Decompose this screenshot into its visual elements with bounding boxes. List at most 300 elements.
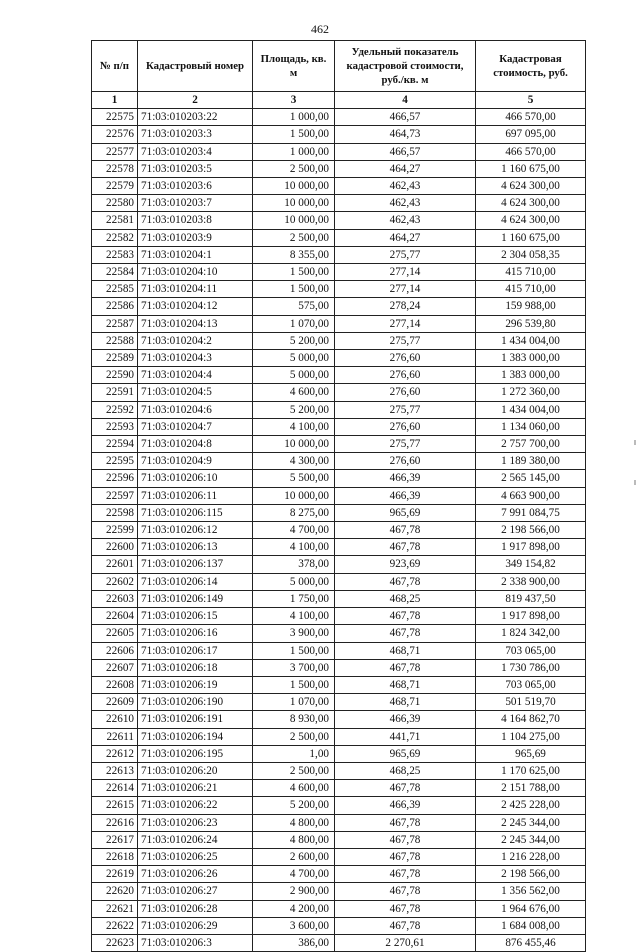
specific-value-cell: 468,71 <box>335 676 476 693</box>
row-number-cell: 22598 <box>92 504 138 521</box>
table-row <box>92 642 586 659</box>
cadastral-number-cell: 71:03:010204:4 <box>138 367 253 384</box>
cadastral-value-cell: 1 170 625,00 <box>476 762 586 779</box>
table-row <box>92 608 586 625</box>
specific-value-cell: 2 270,61 <box>335 934 476 951</box>
area-cell: 5 200,00 <box>253 401 335 418</box>
cadastral-value-cell: 1 917 898,00 <box>476 608 586 625</box>
row-number-cell: 22607 <box>92 659 138 676</box>
area-cell: 1 000,00 <box>253 143 335 160</box>
area-cell: 1 000,00 <box>253 109 335 126</box>
cadastral-value-cell: 2 245 344,00 <box>476 831 586 848</box>
row-number-cell: 22620 <box>92 883 138 900</box>
cadastral-number-cell: 71:03:010204:8 <box>138 436 253 453</box>
specific-value-cell: 466,39 <box>335 487 476 504</box>
row-number-cell: 22595 <box>92 453 138 470</box>
cadastral-value-cell: 2 565 145,00 <box>476 470 586 487</box>
cadastral-value-cell: 1 356 562,00 <box>476 883 586 900</box>
cadastral-number-cell: 71:03:010206:20 <box>138 762 253 779</box>
specific-value-cell: 467,78 <box>335 883 476 900</box>
cadastral-value-cell: 819 437,50 <box>476 590 586 607</box>
column-number: 2 <box>138 92 253 109</box>
cadastral-value-cell: 296 539,80 <box>476 315 586 332</box>
cadastral-value-cell: 876 455,46 <box>476 934 586 951</box>
area-cell: 4 600,00 <box>253 384 335 401</box>
row-number-cell: 22586 <box>92 298 138 315</box>
row-number-cell: 22609 <box>92 694 138 711</box>
scan-mark <box>634 440 636 445</box>
specific-value-cell: 276,60 <box>335 453 476 470</box>
specific-value-cell: 462,43 <box>335 212 476 229</box>
row-number-cell: 22584 <box>92 264 138 281</box>
cadastral-number-cell: 71:03:010206:14 <box>138 573 253 590</box>
table-row <box>92 780 586 797</box>
area-cell: 4 100,00 <box>253 608 335 625</box>
table-row <box>92 900 586 917</box>
table-row <box>92 126 586 143</box>
row-number-cell: 22604 <box>92 608 138 625</box>
table-row <box>92 332 586 349</box>
table-row <box>92 350 586 367</box>
area-cell: 1 070,00 <box>253 694 335 711</box>
area-cell: 4 800,00 <box>253 831 335 848</box>
row-number-cell: 22587 <box>92 315 138 332</box>
cadastral-value-cell: 1 383 000,00 <box>476 367 586 384</box>
cadastral-number-cell: 71:03:010204:11 <box>138 281 253 298</box>
area-cell: 386,00 <box>253 934 335 951</box>
table-row <box>92 625 586 642</box>
cadastral-value-cell: 4 624 300,00 <box>476 212 586 229</box>
header-cadastral-value: Кадастровая стоимость, руб. <box>476 41 586 92</box>
column-number: 5 <box>476 92 586 109</box>
specific-value-cell: 468,25 <box>335 590 476 607</box>
cadastral-value-cell: 466 570,00 <box>476 109 586 126</box>
cadastral-number-cell: 71:03:010206:195 <box>138 745 253 762</box>
table-body <box>92 109 586 952</box>
specific-value-cell: 467,78 <box>335 831 476 848</box>
cadastral-number-cell: 71:03:010204:6 <box>138 401 253 418</box>
table-row <box>92 917 586 934</box>
table-row <box>92 212 586 229</box>
cadastral-number-cell: 71:03:010204:10 <box>138 264 253 281</box>
table-row <box>92 934 586 951</box>
area-cell: 1 500,00 <box>253 642 335 659</box>
area-cell: 1,00 <box>253 745 335 762</box>
specific-value-cell: 467,78 <box>335 848 476 865</box>
row-number-cell: 22617 <box>92 831 138 848</box>
row-number-cell: 22616 <box>92 814 138 831</box>
table-row <box>92 573 586 590</box>
row-number-cell: 22600 <box>92 539 138 556</box>
row-number-cell: 22582 <box>92 229 138 246</box>
cadastral-value-cell: 1 684 008,00 <box>476 917 586 934</box>
row-number-cell: 22577 <box>92 143 138 160</box>
table-row <box>92 590 586 607</box>
area-cell: 5 000,00 <box>253 350 335 367</box>
specific-value-cell: 462,43 <box>335 195 476 212</box>
specific-value-cell: 462,43 <box>335 178 476 195</box>
specific-value-cell: 468,71 <box>335 694 476 711</box>
row-number-cell: 22621 <box>92 900 138 917</box>
cadastral-value-cell: 697 095,00 <box>476 126 586 143</box>
area-cell: 4 700,00 <box>253 522 335 539</box>
cadastral-number-cell: 71:03:010204:5 <box>138 384 253 401</box>
column-number: 1 <box>92 92 138 109</box>
cadastral-value-cell: 159 988,00 <box>476 298 586 315</box>
specific-value-cell: 276,60 <box>335 350 476 367</box>
cadastral-value-cell: 2 245 344,00 <box>476 814 586 831</box>
table-row <box>92 711 586 728</box>
cadastral-number-cell: 71:03:010206:19 <box>138 676 253 693</box>
specific-value-cell: 467,78 <box>335 522 476 539</box>
table-row <box>92 160 586 177</box>
area-cell: 1 070,00 <box>253 315 335 332</box>
page-number: 462 <box>311 22 329 36</box>
area-cell: 3 900,00 <box>253 625 335 642</box>
cadastral-number-cell: 71:03:010204:3 <box>138 350 253 367</box>
cadastral-number-cell: 71:03:010206:21 <box>138 780 253 797</box>
specific-value-cell: 275,77 <box>335 332 476 349</box>
cadastral-value-cell: 4 624 300,00 <box>476 195 586 212</box>
row-number-cell: 22602 <box>92 573 138 590</box>
specific-value-cell: 467,78 <box>335 917 476 934</box>
table-row <box>92 384 586 401</box>
cadastral-value-cell: 2 338 900,00 <box>476 573 586 590</box>
specific-value-cell: 466,57 <box>335 143 476 160</box>
cadastral-number-cell: 71:03:010203:9 <box>138 229 253 246</box>
cadastral-number-cell: 71:03:010206:24 <box>138 831 253 848</box>
row-number-cell: 22590 <box>92 367 138 384</box>
area-cell: 2 900,00 <box>253 883 335 900</box>
row-number-cell: 22603 <box>92 590 138 607</box>
cadastral-value-cell: 2 304 058,35 <box>476 246 586 263</box>
specific-value-cell: 466,57 <box>335 109 476 126</box>
row-number-cell: 22611 <box>92 728 138 745</box>
area-cell: 3 700,00 <box>253 659 335 676</box>
cadastral-value-cell: 1 160 675,00 <box>476 229 586 246</box>
row-number-cell: 22591 <box>92 384 138 401</box>
row-number-cell: 22583 <box>92 246 138 263</box>
cadastral-number-cell: 71:03:010206:13 <box>138 539 253 556</box>
table-row <box>92 659 586 676</box>
specific-value-cell: 467,78 <box>335 573 476 590</box>
cadastral-number-cell: 71:03:010204:13 <box>138 315 253 332</box>
table-row <box>92 143 586 160</box>
specific-value-cell: 277,14 <box>335 315 476 332</box>
specific-value-cell: 466,39 <box>335 797 476 814</box>
table-row <box>92 504 586 521</box>
cadastral-number-cell: 71:03:010204:9 <box>138 453 253 470</box>
area-cell: 10 000,00 <box>253 436 335 453</box>
specific-value-cell: 965,69 <box>335 504 476 521</box>
cadastral-number-cell: 71:03:010206:16 <box>138 625 253 642</box>
row-number-cell: 22593 <box>92 418 138 435</box>
table-row <box>92 418 586 435</box>
table-row <box>92 797 586 814</box>
cadastral-number-cell: 71:03:010206:29 <box>138 917 253 934</box>
cadastral-value-cell: 4 663 900,00 <box>476 487 586 504</box>
column-number: 4 <box>335 92 476 109</box>
cadastral-number-cell: 71:03:010203:6 <box>138 178 253 195</box>
cadastral-value-cell: 2 757 700,00 <box>476 436 586 453</box>
cadastral-number-cell: 71:03:010206:3 <box>138 934 253 951</box>
area-cell: 2 500,00 <box>253 229 335 246</box>
area-cell: 1 500,00 <box>253 281 335 298</box>
table-row <box>92 195 586 212</box>
cadastral-value-cell: 4 624 300,00 <box>476 178 586 195</box>
specific-value-cell: 275,77 <box>335 401 476 418</box>
row-number-cell: 22588 <box>92 332 138 349</box>
cadastral-number-cell: 71:03:010203:4 <box>138 143 253 160</box>
cadastral-number-cell: 71:03:010204:12 <box>138 298 253 315</box>
cadastral-number-cell: 71:03:010206:191 <box>138 711 253 728</box>
cadastral-value-cell: 2 151 788,00 <box>476 780 586 797</box>
specific-value-cell: 464,73 <box>335 126 476 143</box>
cadastral-value-cell: 349 154,82 <box>476 556 586 573</box>
table-row <box>92 831 586 848</box>
area-cell: 2 500,00 <box>253 160 335 177</box>
specific-value-cell: 276,60 <box>335 384 476 401</box>
table-row <box>92 229 586 246</box>
specific-value-cell: 277,14 <box>335 281 476 298</box>
column-number: 3 <box>253 92 335 109</box>
cadastral-number-cell: 71:03:010206:22 <box>138 797 253 814</box>
specific-value-cell: 467,78 <box>335 866 476 883</box>
row-number-cell: 22613 <box>92 762 138 779</box>
area-cell: 3 600,00 <box>253 917 335 934</box>
row-number-cell: 22622 <box>92 917 138 934</box>
row-number-cell: 22614 <box>92 780 138 797</box>
specific-value-cell: 467,78 <box>335 625 476 642</box>
area-cell: 8 275,00 <box>253 504 335 521</box>
cadastral-number-cell: 71:03:010203:8 <box>138 212 253 229</box>
area-cell: 2 500,00 <box>253 728 335 745</box>
specific-value-cell: 464,27 <box>335 160 476 177</box>
cadastral-value-table <box>91 40 586 952</box>
header-row-number: № п/п <box>92 41 138 92</box>
table-row <box>92 762 586 779</box>
row-number-cell: 22576 <box>92 126 138 143</box>
cadastral-number-cell: 71:03:010206:15 <box>138 608 253 625</box>
table-row <box>92 264 586 281</box>
specific-value-cell: 464,27 <box>335 229 476 246</box>
row-number-cell: 22575 <box>92 109 138 126</box>
row-number-cell: 22599 <box>92 522 138 539</box>
specific-value-cell: 277,14 <box>335 264 476 281</box>
cadastral-number-cell: 71:03:010206:10 <box>138 470 253 487</box>
area-cell: 4 300,00 <box>253 453 335 470</box>
row-number-cell: 22592 <box>92 401 138 418</box>
area-cell: 5 200,00 <box>253 797 335 814</box>
cadastral-number-cell: 71:03:010204:1 <box>138 246 253 263</box>
cadastral-number-cell: 71:03:010206:28 <box>138 900 253 917</box>
specific-value-cell: 467,78 <box>335 608 476 625</box>
cadastral-value-cell: 1 730 786,00 <box>476 659 586 676</box>
header-cadastral-number: Кадастровый номер <box>138 41 253 92</box>
area-cell: 1 750,00 <box>253 590 335 607</box>
area-cell: 1 500,00 <box>253 676 335 693</box>
specific-value-cell: 441,71 <box>335 728 476 745</box>
area-cell: 5 000,00 <box>253 367 335 384</box>
table-row <box>92 281 586 298</box>
cadastral-number-cell: 71:03:010206:194 <box>138 728 253 745</box>
cadastral-number-cell: 71:03:010206:25 <box>138 848 253 865</box>
cadastral-value-cell: 1 189 380,00 <box>476 453 586 470</box>
row-number-cell: 22601 <box>92 556 138 573</box>
area-cell: 10 000,00 <box>253 212 335 229</box>
cadastral-number-cell: 71:03:010206:190 <box>138 694 253 711</box>
specific-value-cell: 467,78 <box>335 539 476 556</box>
specific-value-cell: 466,39 <box>335 711 476 728</box>
area-cell: 2 600,00 <box>253 848 335 865</box>
area-cell: 4 700,00 <box>253 866 335 883</box>
cadastral-number-cell: 71:03:010206:11 <box>138 487 253 504</box>
area-cell: 10 000,00 <box>253 178 335 195</box>
specific-value-cell: 275,77 <box>335 246 476 263</box>
specific-value-cell: 467,78 <box>335 659 476 676</box>
table-row <box>92 883 586 900</box>
row-number-cell: 22594 <box>92 436 138 453</box>
table-row <box>92 178 586 195</box>
table-row <box>92 848 586 865</box>
area-cell: 2 500,00 <box>253 762 335 779</box>
table-row <box>92 367 586 384</box>
table-header-row <box>92 41 586 92</box>
row-number-cell: 22589 <box>92 350 138 367</box>
cadastral-value-cell: 2 425 228,00 <box>476 797 586 814</box>
specific-value-cell: 275,77 <box>335 436 476 453</box>
area-cell: 10 000,00 <box>253 487 335 504</box>
area-cell: 4 100,00 <box>253 539 335 556</box>
column-number-row <box>92 92 586 109</box>
specific-value-cell: 467,78 <box>335 900 476 917</box>
cadastral-value-cell: 7 991 084,75 <box>476 504 586 521</box>
cadastral-number-cell: 71:03:010203:5 <box>138 160 253 177</box>
header-specific-value: Удельный показатель кадастровой стоимости, руб./кв. м <box>335 41 476 92</box>
cadastral-value-cell: 703 065,00 <box>476 676 586 693</box>
cadastral-value-cell: 4 164 862,70 <box>476 711 586 728</box>
area-cell: 1 500,00 <box>253 264 335 281</box>
cadastral-value-cell: 2 198 566,00 <box>476 866 586 883</box>
cadastral-value-cell: 415 710,00 <box>476 281 586 298</box>
cadastral-value-cell: 1 272 360,00 <box>476 384 586 401</box>
scan-mark <box>634 480 636 485</box>
table-row <box>92 556 586 573</box>
table-row <box>92 109 586 126</box>
specific-value-cell: 467,78 <box>335 780 476 797</box>
cadastral-value-cell: 1 104 275,00 <box>476 728 586 745</box>
cadastral-value-cell: 1 917 898,00 <box>476 539 586 556</box>
row-number-cell: 22618 <box>92 848 138 865</box>
cadastral-value-cell: 703 065,00 <box>476 642 586 659</box>
table-row <box>92 470 586 487</box>
row-number-cell: 22612 <box>92 745 138 762</box>
row-number-cell: 22610 <box>92 711 138 728</box>
table-row <box>92 298 586 315</box>
cadastral-number-cell: 71:03:010203:3 <box>138 126 253 143</box>
cadastral-number-cell: 71:03:010206:26 <box>138 866 253 883</box>
cadastral-number-cell: 71:03:010206:12 <box>138 522 253 539</box>
table-row <box>92 401 586 418</box>
specific-value-cell: 276,60 <box>335 418 476 435</box>
cadastral-value-cell: 1 434 004,00 <box>476 401 586 418</box>
row-number-cell: 22596 <box>92 470 138 487</box>
cadastral-number-cell: 71:03:010206:18 <box>138 659 253 676</box>
area-cell: 4 100,00 <box>253 418 335 435</box>
area-cell: 4 800,00 <box>253 814 335 831</box>
specific-value-cell: 468,71 <box>335 642 476 659</box>
table-row <box>92 676 586 693</box>
cadastral-value-cell: 1 216 228,00 <box>476 848 586 865</box>
cadastral-value-cell: 466 570,00 <box>476 143 586 160</box>
specific-value-cell: 965,69 <box>335 745 476 762</box>
specific-value-cell: 923,69 <box>335 556 476 573</box>
table-row <box>92 315 586 332</box>
cadastral-number-cell: 71:03:010203:22 <box>138 109 253 126</box>
cadastral-value-cell: 1 383 000,00 <box>476 350 586 367</box>
table-row <box>92 866 586 883</box>
cadastral-value-cell: 2 198 566,00 <box>476 522 586 539</box>
area-cell: 378,00 <box>253 556 335 573</box>
cadastral-value-cell: 1 434 004,00 <box>476 332 586 349</box>
cadastral-value-cell: 415 710,00 <box>476 264 586 281</box>
cadastral-number-cell: 71:03:010206:149 <box>138 590 253 607</box>
row-number-cell: 22581 <box>92 212 138 229</box>
header-area: Площадь, кв. м <box>253 41 335 92</box>
row-number-cell: 22623 <box>92 934 138 951</box>
cadastral-number-cell: 71:03:010206:27 <box>138 883 253 900</box>
table-row <box>92 487 586 504</box>
row-number-cell: 22615 <box>92 797 138 814</box>
cadastral-number-cell: 71:03:010204:7 <box>138 418 253 435</box>
row-number-cell: 22597 <box>92 487 138 504</box>
row-number-cell: 22580 <box>92 195 138 212</box>
specific-value-cell: 276,60 <box>335 367 476 384</box>
table-row <box>92 728 586 745</box>
specific-value-cell: 467,78 <box>335 814 476 831</box>
cadastral-value-cell: 1 134 060,00 <box>476 418 586 435</box>
row-number-cell: 22605 <box>92 625 138 642</box>
cadastral-number-cell: 71:03:010204:2 <box>138 332 253 349</box>
cadastral-value-cell: 1 160 675,00 <box>476 160 586 177</box>
cadastral-number-cell: 71:03:010203:7 <box>138 195 253 212</box>
specific-value-cell: 466,39 <box>335 470 476 487</box>
area-cell: 5 200,00 <box>253 332 335 349</box>
row-number-cell: 22578 <box>92 160 138 177</box>
row-number-cell: 22606 <box>92 642 138 659</box>
row-number-cell: 22579 <box>92 178 138 195</box>
cadastral-number-cell: 71:03:010206:137 <box>138 556 253 573</box>
cadastral-number-cell: 71:03:010206:17 <box>138 642 253 659</box>
area-cell: 1 500,00 <box>253 126 335 143</box>
area-cell: 10 000,00 <box>253 195 335 212</box>
table-row <box>92 246 586 263</box>
table-row <box>92 539 586 556</box>
cadastral-number-cell: 71:03:010206:23 <box>138 814 253 831</box>
area-cell: 4 200,00 <box>253 900 335 917</box>
cadastral-value-cell: 1 964 676,00 <box>476 900 586 917</box>
row-number-cell: 22585 <box>92 281 138 298</box>
area-cell: 4 600,00 <box>253 780 335 797</box>
table-row <box>92 453 586 470</box>
cadastral-value-cell: 965,69 <box>476 745 586 762</box>
table-row <box>92 694 586 711</box>
specific-value-cell: 278,24 <box>335 298 476 315</box>
area-cell: 5 000,00 <box>253 573 335 590</box>
area-cell: 575,00 <box>253 298 335 315</box>
area-cell: 8 930,00 <box>253 711 335 728</box>
cadastral-value-cell: 1 824 342,00 <box>476 625 586 642</box>
